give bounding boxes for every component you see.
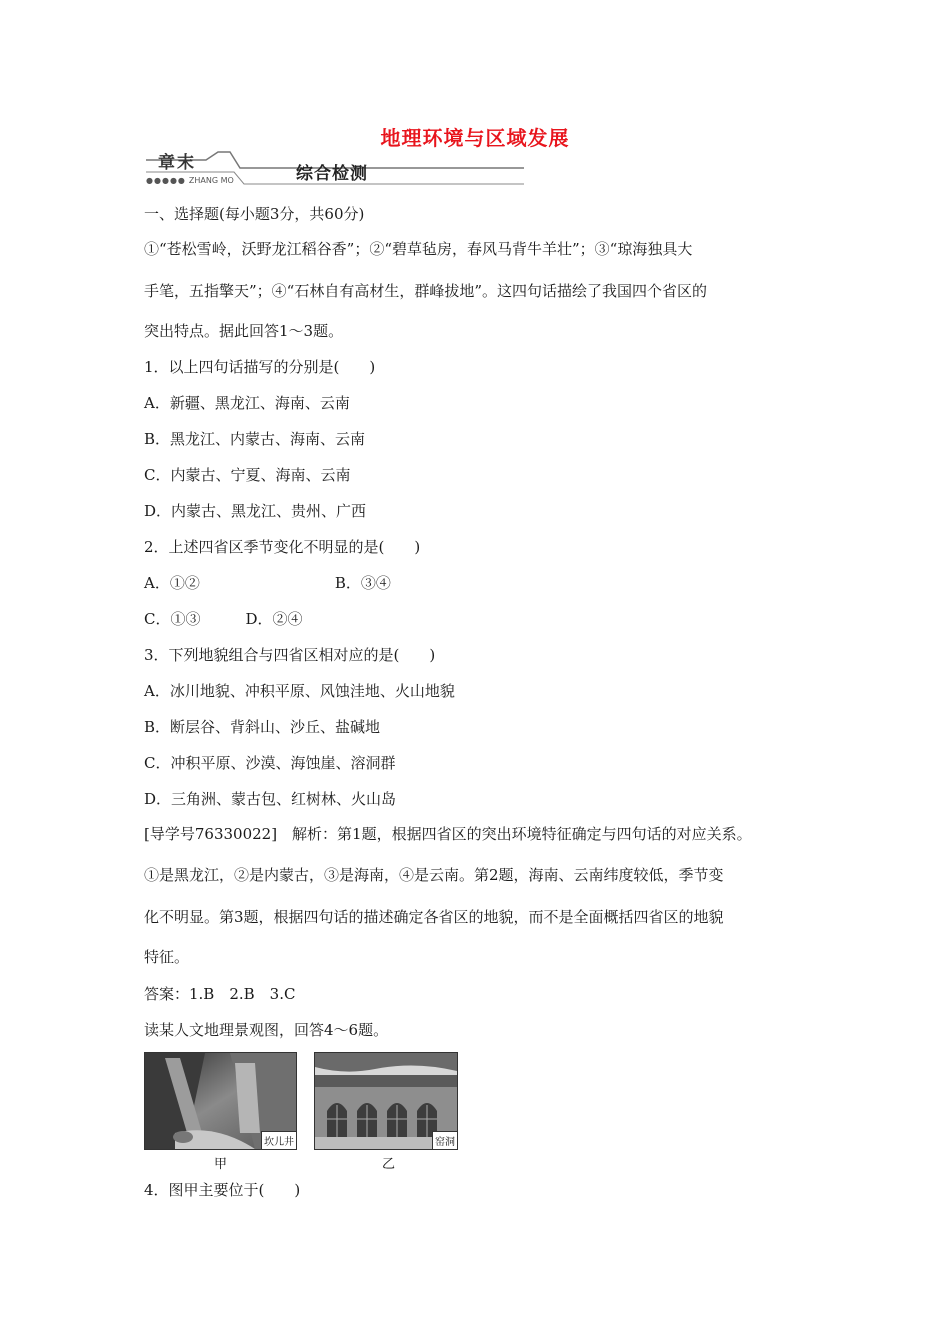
option-line: C．①③ D．②④ — [144, 610, 303, 628]
explanation-line: 特征。 — [144, 948, 190, 966]
banner-sub: ●●●●● ZHANG MO — [146, 176, 234, 185]
banner-subtitle: 综合检测 — [296, 164, 368, 184]
figure-caption: 乙 — [382, 1157, 396, 1172]
option-line: C．内蒙古、宁夏、海南、云南 — [144, 466, 351, 484]
paragraph-line: 突出特点。据此回答1～3题。 — [144, 322, 344, 340]
figure-caption: 甲 — [214, 1157, 228, 1172]
explanation-line: 化不明显。第3题，根据四句话的描述确定各省区的地貌，而不是全面概括四省区的地貌 — [144, 908, 724, 926]
figure-karez — [144, 1052, 297, 1150]
question-1: 1．以上四句话描写的分别是( ) — [144, 358, 376, 376]
option-line: A．新疆、黑龙江、海南、云南 — [144, 394, 350, 412]
figure-tag: 坎儿井 — [261, 1131, 296, 1149]
paragraph-line: 手笔，五指擎天”；④“石林自有高材生，群峰拔地”。这四句话描绘了我国四个省区的 — [144, 282, 708, 300]
section-heading: 一、选择题(每小题3分，共60分) — [144, 205, 365, 223]
option-line: D．内蒙古、黑龙江、贵州、广西 — [144, 502, 367, 520]
option-line: D．三角洲、蒙古包、红树林、火山岛 — [144, 790, 397, 808]
explanation-line: ①是黑龙江，②是内蒙古，③是海南，④是云南。第2题，海南、云南纬度较低，季节变 — [144, 866, 724, 884]
option-line: C．冲积平原、沙漠、海蚀崖、溶洞群 — [144, 754, 396, 772]
paragraph-line: ①“苍松雪岭，沃野龙江稻谷香”；②“碧草毡房，春风马背牛羊壮”；③“琼海独具大 — [144, 240, 693, 258]
option-line: B．断层谷、背斜山、沙丘、盐碱地 — [144, 718, 381, 736]
option-line: A．冰川地貌、冲积平原、风蚀洼地、火山地貌 — [144, 682, 455, 700]
answer-line: 答案：1.B 2.B 3.C — [144, 985, 296, 1003]
banner-sub-label: ZHANG MO — [188, 176, 234, 185]
question-2: 2．上述四省区季节变化不明显的是( ) — [144, 538, 421, 556]
page-title: 地理环境与区域发展 — [380, 126, 570, 150]
figure-tag: 窑洞 — [432, 1131, 457, 1149]
banner-tag: 章末 — [158, 153, 196, 173]
question-3: 3．下列地貌组合与四省区相对应的是( ) — [144, 646, 436, 664]
paragraph-line: 读某人文地理景观图，回答4～6题。 — [144, 1021, 389, 1039]
option-line: A．①② B．③④ — [144, 574, 391, 592]
explanation-line: [导学号76330022] 解析：第1题，根据四省区的突出环境特征确定与四句话的对应关系。 — [144, 825, 752, 843]
option-line: B．黑龙江、内蒙古、海南、云南 — [144, 430, 366, 448]
figure-cave-dwelling — [314, 1052, 458, 1150]
chapter-banner — [144, 146, 524, 188]
question-4: 4．图甲主要位于( ) — [144, 1181, 301, 1199]
